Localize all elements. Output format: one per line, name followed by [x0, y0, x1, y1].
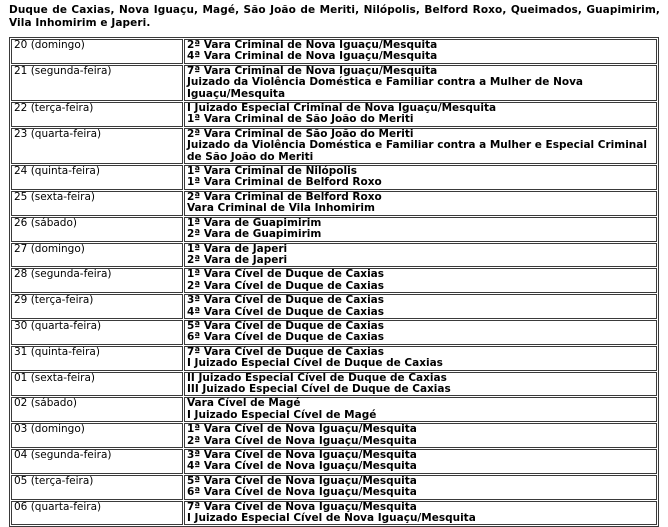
page-title: Duque de Caxias, Nova Iguaçu, Magé, São João de Meriti, Nilópolis, Belford Roxo, Queimados, Guapimirim, Vila Inhomirim e Japeri. — [9, 4, 660, 29]
table-row — [11, 65, 657, 101]
court-line: 4ª Vara Criminal de Nova Iguaçu/Mesquita — [187, 50, 438, 63]
courts-cell — [184, 372, 657, 397]
court-line: 7ª Vara Cível de Nova Iguaçu/Mesquita — [187, 500, 417, 513]
courts-cell — [184, 449, 657, 474]
court-line: 4ª Vara Cível de Nova Iguaçu/Mesquita — [187, 460, 417, 473]
schedule-body — [11, 39, 657, 525]
court-line: 2ª Vara Criminal de Belford Roxo — [187, 190, 382, 203]
day-cell: 01 (sexta-feira) — [11, 372, 183, 397]
day-cell: 25 (sexta-feira) — [11, 191, 183, 216]
table-row — [11, 191, 657, 216]
duty-schedule-table — [9, 37, 659, 527]
table-row — [11, 268, 657, 293]
day-cell: 24 (quinta-feira) — [11, 165, 183, 190]
courts-cell — [184, 501, 657, 526]
courts-cell — [184, 39, 657, 64]
table-row — [11, 39, 657, 64]
table-row — [11, 320, 657, 345]
courts-cell — [184, 268, 657, 293]
courts-cell — [184, 128, 657, 164]
table-row — [11, 128, 657, 164]
court-line: 3ª Vara Cível de Nova Iguaçu/Mesquita — [187, 449, 417, 461]
court-line: 1ª Vara de Japeri — [187, 242, 288, 255]
court-line: 1ª Vara Criminal de Belford Roxo — [187, 176, 382, 189]
courts-cell — [184, 346, 657, 371]
courts-cell — [184, 320, 657, 345]
court-line: 7ª Vara Criminal de Nova Iguaçu/Mesquita — [187, 64, 438, 77]
day-cell: 21 (segunda-feira) — [11, 65, 183, 101]
day-cell: 06 (quarta-feira) — [11, 501, 183, 526]
day-cell: 03 (domingo) — [11, 423, 183, 448]
court-line: I Juizado Especial Cível de Magé — [187, 408, 377, 421]
court-line: 7ª Vara Cível de Duque de Caxias — [187, 345, 385, 358]
court-line: 1ª Vara Cível de Nova Iguaçu/Mesquita — [187, 423, 417, 436]
court-line: III Juizado Especial Cível de Duque de Caxias — [187, 382, 451, 395]
day-cell: 30 (quarta-feira) — [11, 320, 183, 345]
courts-cell — [184, 217, 657, 242]
court-line: Vara Cível de Magé — [187, 397, 301, 410]
day-cell: 22 (terça-feira) — [11, 102, 183, 127]
court-line: 6ª Vara Cível de Nova Iguaçu/Mesquita — [187, 486, 417, 499]
table-row — [11, 102, 657, 127]
court-line: 1ª Vara de Guapimirim — [187, 216, 322, 229]
day-cell: 20 (domingo) — [11, 39, 183, 64]
court-line: 4ª Vara Cível de Duque de Caxias — [187, 305, 385, 318]
court-line: Juizado da Violência Doméstica e Familiar contra a Mulher de Nova Iguaçu/Mesquita — [187, 76, 584, 100]
table-row — [11, 217, 657, 242]
table-row — [11, 423, 657, 448]
court-line: II Juizado Especial Cível de Duque de Caxias — [187, 371, 447, 384]
court-line: 6ª Vara Cível de Duque de Caxias — [187, 331, 385, 344]
court-line: 2ª Vara Criminal de São João do Meriti — [187, 127, 414, 140]
court-line: 5ª Vara Cível de Duque de Caxias — [187, 319, 385, 332]
court-line: 1ª Vara Cível de Duque de Caxias — [187, 268, 385, 281]
table-row — [11, 346, 657, 371]
court-line: Juizado da Violência Doméstica e Familiar contra a Mulher e Especial Criminal de São João do Meriti — [187, 139, 647, 163]
court-line: 2ª Vara de Guapimirim — [187, 228, 322, 241]
day-cell: 29 (terça-feira) — [11, 294, 183, 319]
courts-cell — [184, 475, 657, 500]
court-line: 1ª Vara Criminal de Nilópolis — [187, 165, 357, 178]
court-line: I Juizado Especial Cível de Nova Iguaçu/Mesquita — [187, 512, 476, 525]
court-line: 3ª Vara Cível de Duque de Caxias — [187, 294, 385, 307]
courts-cell — [184, 294, 657, 319]
day-cell: 05 (terça-feira) — [11, 475, 183, 500]
court-line: Vara Criminal de Vila Inhomirim — [187, 202, 375, 215]
table-row — [11, 243, 657, 268]
table-row — [11, 501, 657, 526]
day-cell: 27 (domingo) — [11, 243, 183, 268]
day-cell: 28 (segunda-feira) — [11, 268, 183, 293]
court-line: I Juizado Especial Criminal de Nova Iguaçu/Mesquita — [187, 102, 497, 115]
court-line: 2ª Vara de Japeri — [187, 253, 288, 266]
day-cell: 04 (segunda-feira) — [11, 449, 183, 474]
court-line: 1ª Vara Criminal de São João do Meriti — [187, 113, 414, 126]
table-row — [11, 294, 657, 319]
table-row — [11, 397, 657, 422]
day-cell: 26 (sábado) — [11, 217, 183, 242]
table-row — [11, 372, 657, 397]
courts-cell — [184, 243, 657, 268]
courts-cell — [184, 191, 657, 216]
court-line: 2ª Vara Cível de Duque de Caxias — [187, 279, 385, 292]
court-line: I Juizado Especial Cível de Duque de Caxias — [187, 357, 443, 370]
table-row — [11, 449, 657, 474]
courts-cell — [184, 397, 657, 422]
courts-cell — [184, 165, 657, 190]
day-cell: 23 (quarta-feira) — [11, 128, 183, 164]
courts-cell — [184, 423, 657, 448]
day-cell: 31 (quinta-feira) — [11, 346, 183, 371]
day-cell: 02 (sábado) — [11, 397, 183, 422]
table-row — [11, 165, 657, 190]
court-line: 2ª Vara Criminal de Nova Iguaçu/Mesquita — [187, 39, 438, 51]
courts-cell — [184, 102, 657, 127]
court-line: 2ª Vara Cível de Nova Iguaçu/Mesquita — [187, 434, 417, 447]
court-line: 5ª Vara Cível de Nova Iguaçu/Mesquita — [187, 474, 417, 487]
table-row — [11, 475, 657, 500]
courts-cell — [184, 65, 657, 101]
